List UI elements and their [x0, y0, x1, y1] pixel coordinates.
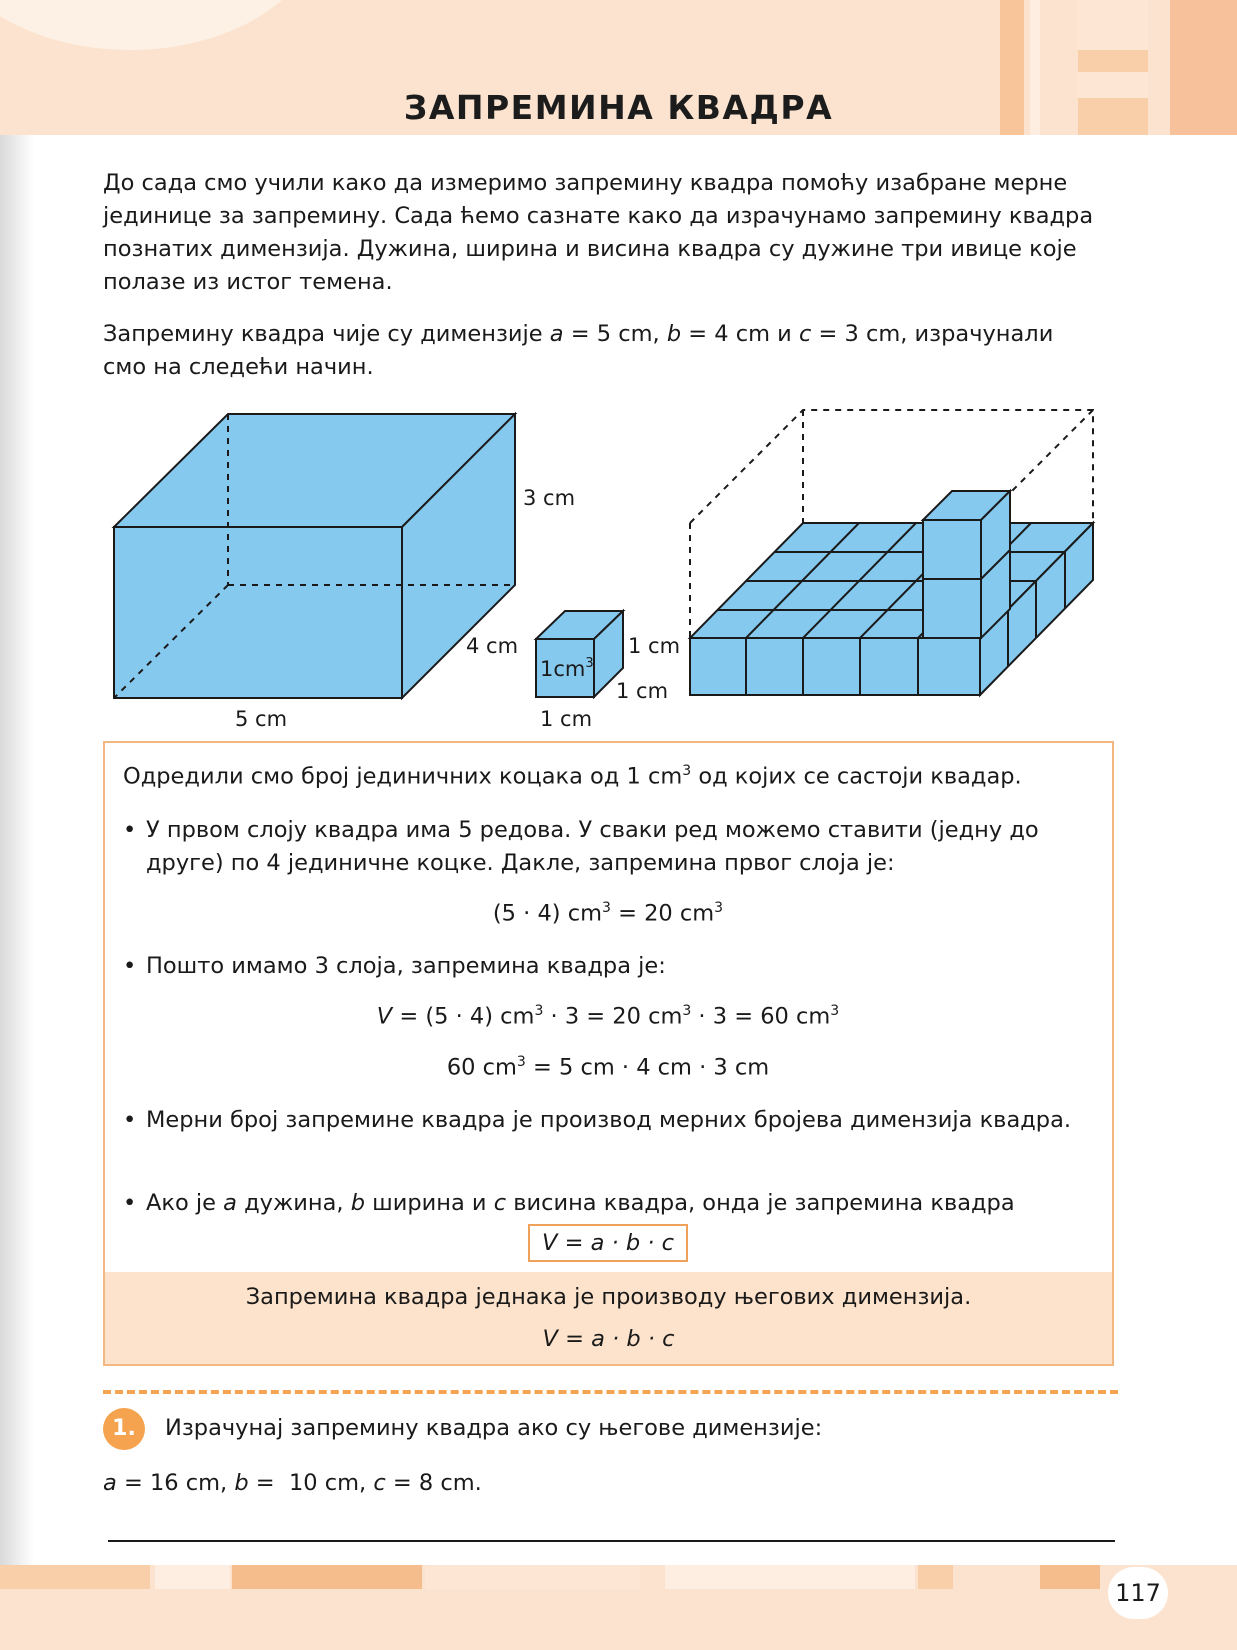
formula-volume-dimensions: 60 $cm^3 = 5$ cm · 4 cm · 3 cm — [446, 1053, 770, 1080]
bullet-dot: • — [123, 1190, 137, 1216]
explanation-box — [103, 741, 1114, 1366]
bullet-text: Пошто имамо 3 слоја, запремина квадра је: — [146, 953, 666, 979]
bullet-text: У првом слоју квадра има 5 редова. У сваки ред можемо ставити (једну до друге) по 4 јединичне коцке. Дакле, запремина првог слоја је: — [146, 816, 1039, 876]
formula-first-layer: (5 · 4) $cm^3 = 20$ $cm^3$ — [492, 899, 724, 926]
bullet-general-formula — [123, 1187, 1093, 1220]
cuboid-height-label: 3 cm — [523, 486, 576, 510]
bullet-first-layer — [123, 814, 1093, 880]
explanation-content — [123, 755, 1093, 1262]
bullet-dot: • — [123, 1107, 137, 1133]
footer-stripe — [1040, 1565, 1100, 1589]
boxed-formula-row — [123, 1224, 1093, 1262]
bullet-dot: • — [123, 816, 137, 843]
boxed-formula: V = a · b · c — [528, 1224, 688, 1262]
answer-line[interactable] — [108, 1540, 1115, 1542]
footer-stripe — [425, 1565, 640, 1589]
unit-cube-height-label: 1 cm — [628, 634, 681, 658]
bullet-dot: • — [123, 953, 137, 979]
unit-cube-label: $1cm^3$ — [540, 656, 594, 681]
layer-front-face — [690, 638, 980, 695]
page-edge-shadow — [0, 135, 34, 1565]
cuboid-width-label: 4 cm — [466, 634, 519, 658]
unit-cube-length-label: 1 cm — [540, 707, 593, 731]
dashed-cuboid-outline — [690, 410, 1093, 523]
footer-stripe — [155, 1565, 230, 1589]
section-divider — [103, 1390, 1118, 1394]
page-number: 117 — [1108, 1567, 1168, 1619]
unit-cube — [536, 611, 623, 697]
cuboid-length-label: 5 cm — [235, 707, 288, 731]
bullet-measure-product — [123, 1104, 1093, 1137]
cuboid-front-face — [114, 527, 402, 698]
task-text: Израчунај запремину квадра ако су његове димензије: — [165, 1415, 823, 1441]
explanation-intro: Одредили смо број јединичних коцака од 1 $cm^3$ од којих се састоји квадар. — [123, 763, 1022, 790]
footer-stripe — [665, 1565, 915, 1589]
page-title: ЗАПРЕМИНА КВАДРА — [403, 88, 834, 127]
footer-stripe — [918, 1565, 953, 1589]
summary-formula: V = a · b · c — [542, 1326, 675, 1352]
footer-stripe — [232, 1565, 422, 1589]
task-dimensions: a = 16 cm, b = 10 cm, c = 8 cm. — [103, 1470, 482, 1496]
header-stripe — [1078, 50, 1148, 72]
cuboid-5x4x3 — [114, 414, 515, 698]
summary-band — [105, 1272, 1112, 1364]
task-number-badge: 1. — [103, 1408, 145, 1450]
footer-stripe — [0, 1565, 150, 1589]
bullet-text: Ако је a дужина, b ширина и c висина квадра, онда је запремина квадра — [146, 1190, 1015, 1216]
summary-text: Запремина квадра једнака је производу његових димензија. — [245, 1284, 972, 1310]
formula-volume-calc: V = (5 · 4) $cm^3 \cdot 3 = 20$ $cm^3 \cdot 3 = 60$ $cm^3$ — [376, 1003, 840, 1030]
dimensions-paragraph: Запремину квадра чије су димензије a = 5 cm, b = 4 cm и c = 3 cm, израчунали смо на следећи начин. — [103, 321, 1054, 380]
intro-paragraph: До сада смо учили како да измеримо запремину квадра помоћу изабране мерне јединице за запремину. Сада ћемо сазнате како да израчунамо запремину квадра познатих димензија. Дужина, ширина и висина квадра су дужине три ивице које полазе из истог темена. — [103, 170, 1094, 295]
unit-cube-depth-label: 1 cm — [616, 679, 669, 703]
bullet-text: Мерни број запремине квадра је производ мерних бројева димензија квадра. — [146, 1107, 1072, 1133]
unit-cube-layer — [690, 410, 1093, 695]
cuboid-figures — [0, 400, 1237, 740]
bullet-three-layers — [123, 950, 1093, 983]
